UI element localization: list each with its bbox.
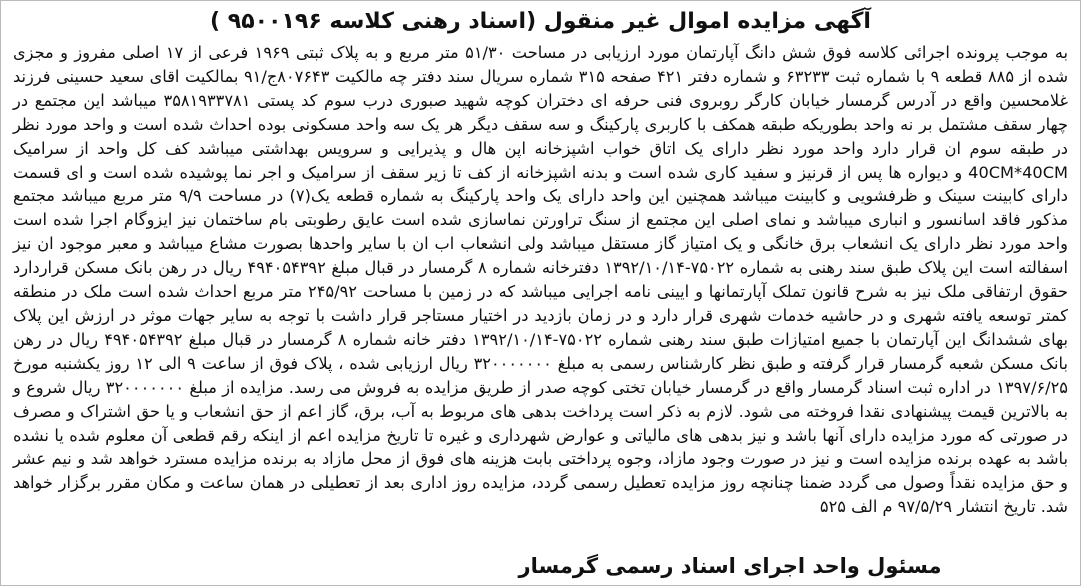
notice-signature: مسئول واحد اجرای اسناد رسمی گرمسار [518,554,942,578]
notice-title: آگهی مزایده اموال غیر منقول (اسناد رهنی کلاسه ۹۵۰۰۱۹۶ ) [210,9,871,34]
notice-body: به موجب پرونده اجرائی کلاسه فوق شش دانگ آپارتمان مورد ارزیابی در مساحت ۵۱/۳۰ متر مربع و به پلاک ثبتی ۱۹۶۹ فرعی از ۱۷ اصلی مفروز و مجزی شده از ۸۸۵ قطعه ۹ با شماره ثبت ۶۳۲۳۳ و شماره دفتر ۴۲۱ صفحه ۳۱۵ شماره سریال سند دفتر چه مالکیت ۸۰۷۶۴۳ج/۹۱ بمالکیت اقای سعید حسینی فرزند غلامحسین واقع در آدرس گرمسار خیابان کارگر روبروی فنی حرفه ای دختران کوچه شهید صبوری درب سوم کد پستی ۳۵۸۱۹۳۳۷۸۱ میباشد این مجتمع در چهار سقف مشتمل بر نه واحد بطوریکه طبقه همکف با کاربری پارکینگ و سه سقف دیگر هر یک سه واحد مسکونی بوده احداث شده است و واحد مورد نظر در طبقه سوم ان قرار دارد واحد مورد نظر دارای یک اتاق خواب اشپزخانه اپن هال و پذیرایی و سرویس بهداشتی میباشد کف کل واحد از سرامیک 40CM*40CM و دیواره ها پس از قرنیز و سفید کاری شده است و بدنه اشپزخانه از کف تا زیر سقف از سرامیک و اجر نما پوشیده شده است و ای قسمت دارای کابینت سینک و ظرفشویی و کابینت میباشد همچنین این واحد دارای یک واحد پارکینگ به شماره قطعه یک(۷) در مساحت ۹/۹ متر مربع میباشد مجتمع مذکور فاقد اسانسور و انباری میباشد و نمای اصلی این مجتمع از سنگ تراورتن نماسازی شده است عایق رطوبتی بام ساختمان نیز ایزوگام اجرا شده است واحد مورد نظر دارای یک انشعاب برق خانگی و یک امتیاز گاز مستقل میباشد ولی انشعاب اب ان با سایر واحدها بصورت مشاع میباشد و معبر موجود ان نیز اسفالته است این پلاک طبق سند رهنی به شماره ۷۵۰۲۲-۱۳۹۲/۱۰/۱۴ دفترخانه شماره ۸ گرمسار در قبال مبلغ ۴۹۴۰۵۴۳۹۲ ریال در رهن بانک مسکن قراردارد حقوق ارتفاقی ملک نیز به شرح قانون تملک آپارتمانها و ایینی نامه اجرایی میباشد که در زمین با مساحت ۲۴۵/۹۲ متر مربع احداث شده است ملک در منطقه کمتر توسعه یافته شهری و در حاشیه خدمات شهری قرار دارد و در زمان بازدید در اختیار مستاجر قرار داشت با توجه به سایر جهات موثر در ارزش این پلاک بهای ششدانگ این آپارتمان با جمیع امتیازات طبق سند رهنی شماره ۷۵۰۲۲-۱۳۹۲/۱۰/۱۴ دفتر خانه شماره ۸ گرمسار در قبال مبلغ ۴۹۴۰۵۴۳۹۲ ریال در رهن بانک مسکن شعبه گرمسار قرار گرفته و طبق نظر کارشناس رسمی به مبلغ ۳۲۰۰۰۰۰۰۰ ریال ارزیابی شده ، پلاک فوق از ساعت ۹ الی ۱۲ روز یکشنبه مورخ ۱۳۹۷/۶/۲۵ در اداره ثبت اسناد گرمسار واقع در گرمسار خیابان تختی کوچه صدر از طریق مزایده به فروش می رسد. مزایده از مبلغ ۳۲۰۰۰۰۰۰۰ ریال شروع و به بالاترین قیمت پیشنهادی نقدا فروخته می شود. لازم به ذکر است پرداخت بدهی های مربوط به آب، برق، گاز اعم از حق انشعاب و یا حق اشتراک و مصرف در صورتی که مورد مزایده دارای آنها باشد و نیز بدهی های مالیاتی و عوارض شهرداری و غیره تا تاریخ مزایده اعم از اینکه رقم قطعی آن معلوم شده یا نشده باشد به عهده برنده مزایده است و نیز در صورت وجود مازاد، وجوه پرداختی بابت هزینه های فوق از محل مازاد به برنده مزایده مسترد خواهد شد و نیم عشر و حق مزایده نقداً وصول می گردد ضمنا چنانچه روز مزایده تعطیل رسمی گردد، مزایده روز اداری بعد از تعطیلی در همان ساعت و مکان مقرر برگزار خواهد شد. تاریخ انتشار ۹۷/۵/۲۹ م الف ۵۲۵ [13,43,1069,517]
